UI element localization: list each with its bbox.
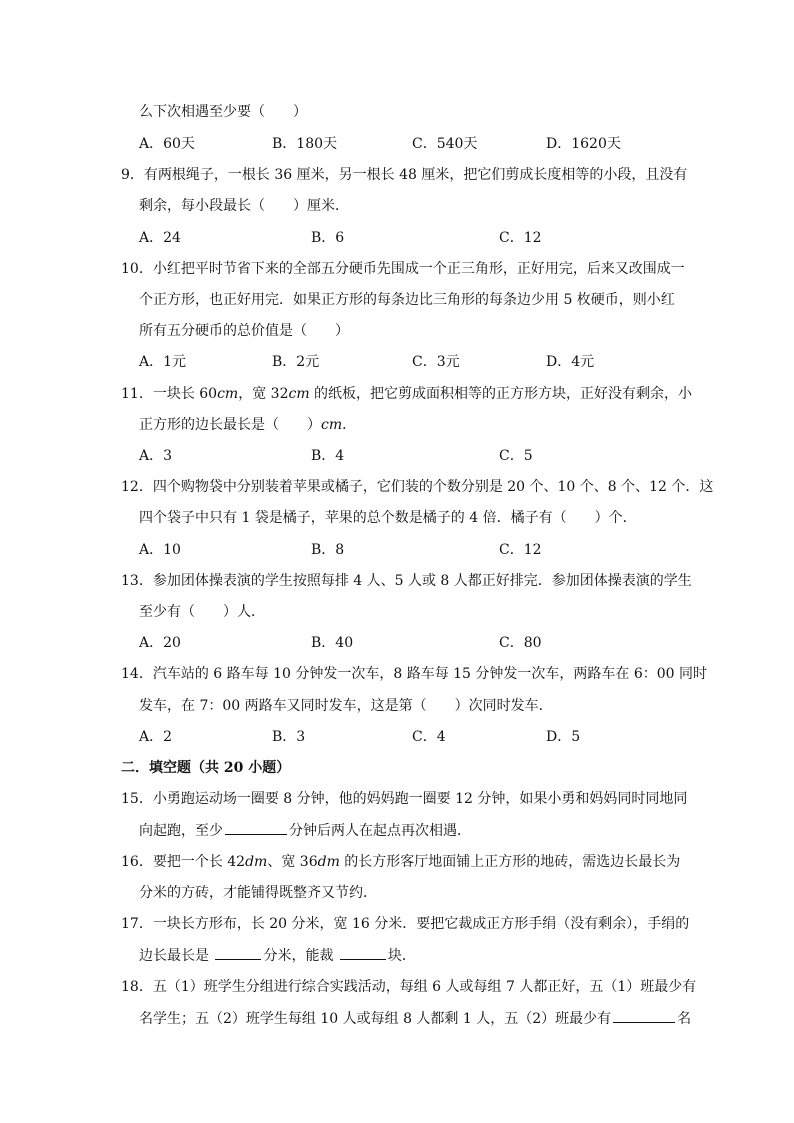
q17-side-length-blank[interactable] (215, 945, 261, 960)
q12-option-c: C．12 (499, 542, 542, 558)
q10-option-a: A．1元 (139, 354, 187, 370)
q9-line-2: 剩余，每小段最长（ ）厘米． (139, 198, 349, 214)
q8-option-a: A．60天 (139, 136, 195, 152)
q18-line-1: 18．五（1）班学生分组进行综合实践活动，每组 6 人或每组 7 人都正好，五（1）班最少有 (121, 979, 697, 995)
q15-answer-blank[interactable] (225, 820, 287, 835)
q10-option-b: B．2元 (272, 354, 320, 370)
q11-line-1: 11．一块长 60cm，宽 32cm 的纸板，把它剪成面积相等的正方形方块，正好没有剩余，小 (121, 386, 693, 402)
q15-line-2: 向起跑，至少 分钟后两人在起点再次相遇． (139, 820, 471, 841)
q15-line-1: 15．小勇跑运动场一圈要 8 分钟，他的妈妈跑一圈要 12 分钟，如果小勇和妈妈同时同地同 (121, 791, 688, 807)
q9-option-b: B．6 (311, 230, 345, 246)
q10-option-c: C．3元 (412, 354, 460, 370)
q12-option-a: A．10 (139, 542, 181, 558)
q10-line-3: 所有五分硬币的总价值是（ ） (139, 323, 349, 339)
q13-option-a: A．20 (139, 635, 181, 651)
q14-option-d: D．5 (546, 729, 581, 745)
q13-line-1: 13．参加团体操表演的学生按照每排 4 人、5 人或 8 人都正好排完．参加团体操表演的学生 (121, 573, 692, 589)
q10-line-1: 10．小红把平时节省下来的全部五分硬币先围成一个正三角形，正好用完，后来又改围成一 (121, 261, 685, 277)
q9-line-1: 9．有两根绳子，一根长 36 厘米，另一根长 48 厘米，把它们剪成长度相等的小段，且没有 (121, 167, 688, 183)
q18-class2-blank[interactable] (613, 1008, 675, 1023)
q11-line-2: 正方形的边长最长是（ ）cm． (139, 417, 357, 433)
q17-count-blank[interactable] (340, 945, 386, 960)
q14-line-2: 发车，在 7：00 两路车又同时发车，这是第（ ）次同时发车． (139, 698, 553, 714)
q17-line-2: 边长最长是 分米，能裁 块． (139, 945, 416, 966)
q14-line-1: 14．汽车站的 6 路车每 10 分钟发一次车，8 路车每 15 分钟发一次车，两路车在 6：00 同时 (121, 666, 708, 682)
q14-option-b: B．3 (272, 729, 306, 745)
q10-line-2: 个正方形，也正好用完．如果正方形的每条边比三角形的每条边少用 5 枚硬币，则小红 (139, 292, 675, 308)
q8-option-b: B．180天 (272, 136, 338, 152)
q12-line-2: 四个袋子中只有 1 袋是橘子，苹果的总个数是橘子的 4 倍．橘子有（ ）个． (139, 510, 637, 526)
q12-option-b: B．8 (311, 542, 345, 558)
q14-option-c: C．4 (412, 729, 446, 745)
q11-option-a: A．3 (139, 448, 173, 464)
q9-option-c: C．12 (499, 230, 542, 246)
q8-continuation: 么下次相遇至少要（ ） (139, 104, 307, 120)
q14-option-a: A．2 (139, 729, 173, 745)
q13-option-b: B．40 (311, 635, 354, 651)
q11-option-c: C．5 (499, 448, 533, 464)
q11-option-b: B．4 (311, 448, 345, 464)
q12-line-1: 12．四个购物袋中分别装着苹果或橘子，它们装的个数分别是 20 个、10 个、8 个、12 个．这 (121, 479, 714, 495)
q10-option-d: D．4元 (546, 354, 595, 370)
q17-line-1: 17．一块长方形布，长 20 分米，宽 16 分米．要把它裁成正方形手绢（没有剩余），手绢的 (121, 916, 690, 932)
q16-line-1: 16．要把一个长 42dm、宽 36dm 的长方形客厅地面铺上正方形的地砖，需选边长最长为 (121, 854, 681, 870)
q16-line-2: 分米的方砖，才能铺得既整齐又节约． (139, 885, 377, 901)
section-heading-fill-blank: 二．填空题（共 20 小题） (121, 760, 291, 776)
q13-option-c: C．80 (499, 635, 542, 651)
q9-option-a: A．24 (139, 230, 181, 246)
q8-option-c: C．540天 (412, 136, 478, 152)
q8-option-d: D．1620天 (546, 136, 621, 152)
q18-line-2: 名学生；五（2）班学生每组 10 人或每组 8 人都剩 1 人，五（2）班最少有 名 (139, 1008, 691, 1029)
q13-line-2: 至少有（ ）人． (139, 604, 265, 620)
